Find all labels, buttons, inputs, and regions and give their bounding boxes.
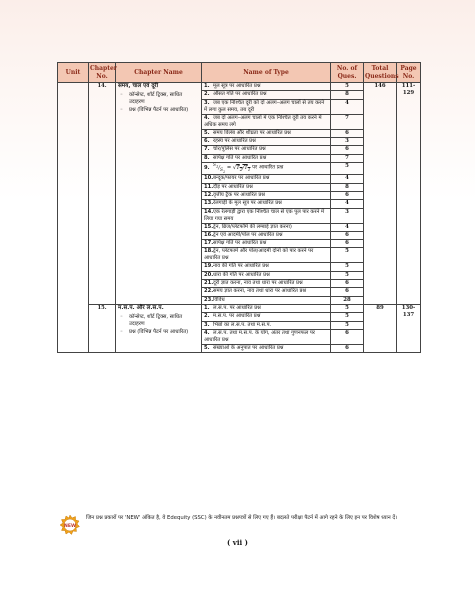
type-name: समय विलंब और शीघ्रता पर आधारित प्रश्न — [213, 129, 291, 136]
type-name: भिन्नों का ल.स.प. तथा म.स.प. — [213, 321, 272, 328]
question-count: 28 — [331, 296, 364, 304]
bullet-icon: ◦ — [120, 91, 123, 98]
chapter-subitem-text: प्रश्न (विभिन्न पैटर्न पर आधारित) — [129, 106, 189, 113]
contents-table — [57, 62, 421, 353]
type-cell — [202, 208, 331, 223]
type-number: 2. — [204, 91, 210, 98]
type-number: 20. — [204, 271, 214, 278]
type-cell — [202, 296, 331, 304]
question-count: 4 — [331, 200, 364, 208]
header-unit: Unit — [58, 63, 89, 83]
type-number: 18. — [204, 248, 214, 255]
type-cell — [202, 114, 331, 129]
question-count: 6 — [331, 231, 364, 239]
type-number: 14. — [204, 208, 214, 215]
type-number: 17. — [204, 240, 214, 247]
total-questions: 89 — [364, 304, 397, 352]
type-number: 6. — [204, 137, 210, 144]
chapter-name: समय, चाल एवं दूरी — [118, 83, 159, 89]
type-cell — [202, 321, 331, 329]
chapter-subitem — [118, 329, 199, 336]
type-name: समय ज्ञात करना, नाव तथा धारा पर आधारित प्रश्न — [213, 288, 307, 295]
type-number: 4. — [204, 114, 210, 121]
chapter-name: म.स.प. और ल.स.प. — [118, 304, 164, 311]
type-name: वृत्तीय ट्रैक पर आधारित प्रश्न — [213, 191, 265, 198]
type-name: बन्दूक/फायर पर आधारित प्रश्न — [213, 175, 270, 182]
question-count: 5 — [331, 263, 364, 271]
note-text: जिन प्रश्न प्रकारों पर 'NEW' अंकित है, वे Edequity (SSC) के नवीनतम प्रश्नपत्रों से लिए गए हैं। बदलते परीक्षा पैटर्न में आगे रहने के लिए इन पर विशेष ध्यान दें। — [86, 515, 398, 521]
type-cell — [202, 271, 331, 279]
type-cell — [202, 304, 331, 312]
question-count: 7 — [331, 114, 364, 129]
type-name: दूरी ज्ञात करना, नाव तथा धारा पर आधारित प्रश्न — [213, 280, 303, 287]
type-cell — [202, 91, 331, 99]
type-number: 11. — [204, 183, 214, 190]
type-number: 3. — [204, 99, 210, 106]
chapter-subitem-text: प्रश्न (विभिन्न पैटर्न पर आधारित) — [129, 328, 189, 335]
bullet-icon: ◦ — [120, 328, 123, 335]
type-number: 19. — [204, 263, 214, 270]
question-count: 8 — [331, 91, 364, 99]
type-number: 4. — [204, 329, 210, 336]
question-count: 6 — [331, 240, 364, 248]
type-cell — [202, 344, 331, 352]
type-cell — [202, 288, 331, 296]
type-number: 7. — [204, 146, 210, 153]
type-name: संख्याओं के अनुपात पर आधारित प्रश्न — [213, 344, 284, 351]
header-no-of-ques: No. of Ques. — [331, 63, 364, 83]
type-name: रेलगाड़ी के मूल सूत्र पर आधारित प्रश्न — [213, 200, 282, 207]
type-number: 12. — [204, 191, 214, 198]
unit-cell — [58, 83, 89, 353]
new-badge-icon — [60, 515, 80, 535]
type-cell — [202, 183, 331, 191]
chapter-subitem-text: कॉन्सेप्ट, शॉर्ट ट्रिक्स, साधित उदाहरण — [129, 91, 183, 105]
question-count: 3 — [331, 137, 364, 145]
chapter-subitem — [118, 92, 199, 106]
page-range: 111-129 — [397, 83, 421, 305]
type-cell — [202, 175, 331, 183]
header-chapter-name: Chapter Name — [116, 63, 202, 83]
question-count: 6 — [331, 288, 364, 296]
table-body — [58, 83, 421, 353]
type-name: सापेक्ष गति पर आधारित प्रश्न — [213, 240, 267, 247]
header-page-no: Page No. — [397, 63, 421, 83]
type-name: पर आधारित प्रश्न — [252, 164, 284, 171]
header-chapter-no: Chapter No. — [89, 63, 116, 83]
type-name: ल.स.प. तथा म.स.प. के योग, अंतर तथा गुणनफल पर आधारित प्रश्न — [204, 329, 315, 343]
question-count: 7 — [331, 154, 364, 162]
type-cell — [202, 329, 331, 344]
type-name: म.स.प. पर आधारित प्रश्न — [213, 313, 261, 320]
type-cell — [202, 146, 331, 154]
type-cell — [202, 129, 331, 137]
question-count: 4 — [331, 175, 364, 183]
type-number: 21. — [204, 280, 214, 287]
type-number: 8. — [204, 154, 210, 161]
question-count: 5 — [331, 248, 364, 263]
type-cell — [202, 223, 331, 231]
type-cell — [202, 313, 331, 321]
type-cell — [202, 248, 331, 263]
type-number: 15. — [204, 223, 214, 230]
type-name: चोर/पुलिस पर आधारित प्रश्न — [213, 146, 266, 153]
question-count: 6 — [331, 344, 364, 352]
question-count: 4 — [331, 223, 364, 231]
type-cell — [202, 280, 331, 288]
bullet-icon: ◦ — [120, 313, 123, 320]
type-name: औसत गति पर आधारित प्रश्न — [213, 91, 267, 98]
type-name: धारा की गति पर आधारित प्रश्न — [213, 271, 270, 278]
type-name: जब एक निश्चित दूरी को दो अलग–अलग चालों से तय करने में लगा कुल समय, तब दूरी — [204, 99, 325, 113]
type-cell — [202, 200, 331, 208]
chapter-number: 14. — [89, 83, 116, 305]
type-cell — [202, 231, 331, 239]
type-cell — [202, 99, 331, 114]
header-total-questions: Total Questions — [364, 63, 397, 83]
type-number: 23. — [204, 296, 214, 303]
header-type-name: Name of Type — [202, 63, 331, 83]
type-name: रहस्य पर आधारित प्रश्न — [213, 137, 256, 144]
type-name: जब दो अलग–अलग चालों में एक निश्चित दूरी तय करने में अधिक समय लगे — [204, 114, 322, 128]
type-cell — [202, 162, 331, 174]
header-row — [58, 63, 421, 83]
chapter-name-cell — [116, 304, 202, 352]
type-number: 10. — [204, 175, 214, 182]
question-count: 3 — [331, 208, 364, 223]
type-name: विविध — [213, 296, 225, 303]
table-row — [58, 304, 421, 312]
new-badge-label: NEW — [63, 523, 77, 529]
chapter-subitem-text: कॉन्सेप्ट, शॉर्ट ट्रिक्स, साधित उदाहरण — [129, 313, 183, 327]
type-cell — [202, 137, 331, 145]
chapter-number: 15. — [89, 304, 116, 352]
type-name: ल.स.प. पर आधारित प्रश्न — [213, 304, 261, 311]
total-questions: 146 — [364, 83, 397, 305]
type-name: एक रेलगाड़ी द्वारा एक निश्चित चाल से एक पुल पार करने में लिया गया समय — [204, 208, 325, 222]
bullet-icon: ◦ — [120, 106, 123, 113]
question-count: 6 — [331, 129, 364, 137]
question-count: 5 — [331, 321, 364, 329]
type-cell — [202, 154, 331, 162]
question-count: 8 — [331, 183, 364, 191]
chapter-name-cell — [116, 83, 202, 305]
type-cell — [202, 240, 331, 248]
page-number: ( vii ) — [227, 538, 248, 547]
type-number: 5. — [204, 129, 210, 136]
table-row — [58, 83, 421, 91]
type-cell — [202, 191, 331, 199]
chapter-subitem — [118, 107, 199, 114]
type-number: 9. — [204, 164, 210, 171]
type-name: दौड़ पर आधारित प्रश्न — [213, 183, 253, 190]
chapter-subitem — [118, 314, 199, 328]
question-count: 5 — [331, 304, 364, 312]
type-number: 1. — [204, 83, 210, 89]
question-count: 6 — [331, 329, 364, 344]
question-count: 6 — [331, 280, 364, 288]
type-name: ट्रेन, ब्रिज/प्लेटफॉर्म की लम्बाई ज्ञात करना) — [213, 223, 292, 230]
question-count: 4 — [331, 99, 364, 114]
type-number: 13. — [204, 200, 214, 207]
page-range: 130-137 — [397, 304, 421, 352]
type-number: 2. — [204, 313, 210, 320]
type-number: 22. — [204, 288, 214, 295]
question-count: 6 — [331, 146, 364, 154]
question-count: 6 — [331, 191, 364, 199]
type-name: नाव की गति पर आधारित प्रश्न — [213, 263, 269, 270]
type-number: 3. — [204, 321, 210, 328]
type-number: 16. — [204, 231, 214, 238]
type-name: सापेक्ष गति पर आधारित प्रश्न — [213, 154, 267, 161]
type-name: ट्रेन, प्लेटफार्म और पोल/आदमी दोनों को पार करने पर आधारित प्रश्न — [204, 248, 314, 262]
question-count: 5 — [331, 83, 364, 91]
formula-icon: $^{S_1}/_{S_2} = √T_2/T_1$ — [213, 162, 251, 174]
question-count: 5 — [331, 313, 364, 321]
question-count: 5 — [331, 162, 364, 174]
type-name: ट्रेन एवं आदमी/पोल पर आधारित प्रश्न — [213, 231, 283, 238]
type-number: 5. — [204, 344, 210, 351]
type-cell — [202, 83, 331, 91]
type-cell — [202, 263, 331, 271]
question-count: 5 — [331, 271, 364, 279]
type-number: 1. — [204, 304, 210, 311]
type-name: मूल सूत्र पर आधारित प्रश्न — [213, 83, 261, 89]
